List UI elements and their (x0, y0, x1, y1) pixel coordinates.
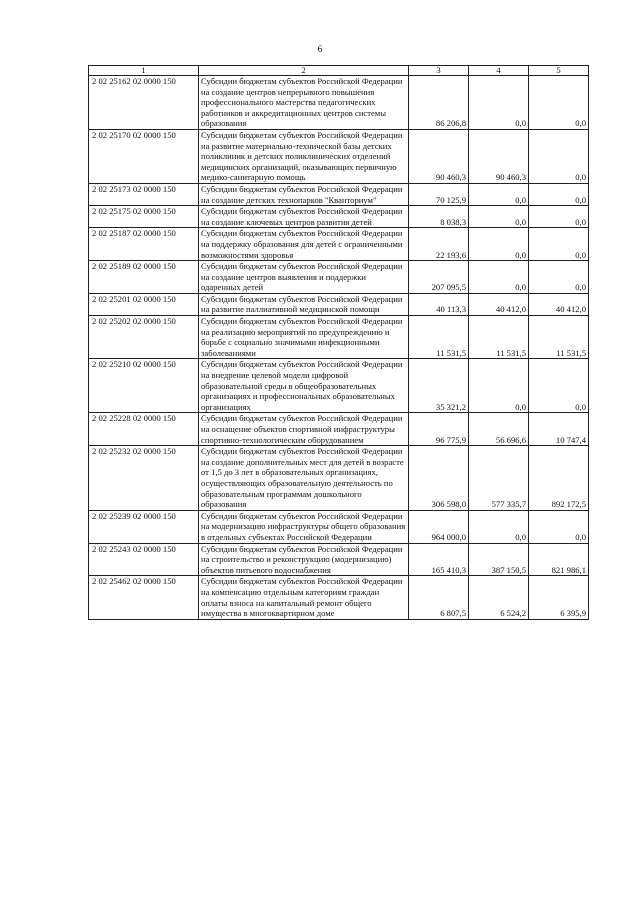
value-2021-cell: 35 321,2 (409, 359, 469, 413)
value-2021-cell: 6 807,5 (409, 576, 469, 619)
name-cell: Субсидии бюджетам субъектов Российской Федерации на реализацию мероприятий по предупреждению и борьбе с социально значимыми инфекционными заболеваниями (199, 316, 409, 359)
value-2023-cell: 0,0 (529, 510, 589, 543)
name-cell: Субсидии бюджетам субъектов Российской Федерации на развитие паллиативной медицинской помощи (199, 293, 409, 315)
page-number: 6 (317, 44, 323, 54)
name-cell: Субсидии бюджетам субъектов Российской Федерации на строительство и реконструкцию (модернизацию) объектов питьевого водоснабжения (199, 543, 409, 576)
table-row (89, 576, 589, 619)
name-cell: Субсидии бюджетам субъектов Российской Федерации на создание центров выявления и поддержки одаренных детей (199, 261, 409, 294)
value-2022-cell: 387 150,5 (469, 543, 529, 576)
value-2023-cell: 821 986,1 (529, 543, 589, 576)
value-2023-cell: 11 531,5 (529, 316, 589, 359)
header-row (89, 66, 589, 76)
value-2022-cell: 0,0 (469, 206, 529, 228)
code-cell: 2 02 25189 02 0000 150 (89, 261, 199, 294)
code-cell: 2 02 25170 02 0000 150 (89, 129, 199, 183)
name-cell: Субсидии бюджетам субъектов Российской Федерации на создание дополнительных мест для детей в возрасте от 1,5 до 3 лет в образовательных организациях, осуществляющих образовательную деятельность по образовательным программам дошкольного образования (199, 446, 409, 511)
budget-table (88, 65, 589, 620)
value-2021-cell: 11 531,5 (409, 316, 469, 359)
table-row (89, 446, 589, 511)
table-row (89, 543, 589, 576)
table-row (89, 206, 589, 228)
value-2021-cell: 96 775,9 (409, 413, 469, 446)
name-cell: Субсидии бюджетам субъектов Российской Федерации на создание детских технопарков "Кванториум" (199, 183, 409, 205)
value-2023-cell: 0,0 (529, 228, 589, 261)
code-cell: 2 02 25162 02 0000 150 (89, 76, 199, 130)
code-cell: 2 02 25175 02 0000 150 (89, 206, 199, 228)
value-2021-cell: 165 410,3 (409, 543, 469, 576)
value-2021-cell: 86 206,8 (409, 76, 469, 130)
name-cell: Субсидии бюджетам субъектов Российской Федерации на компенсацию отдельным категориям граждан оплаты взноса на капитальный ремонт общего имущества в многоквартирном доме (199, 576, 409, 619)
value-2023-cell: 10 747,4 (529, 413, 589, 446)
value-2022-cell: 11 531,5 (469, 316, 529, 359)
value-2023-cell: 40 412,0 (529, 293, 589, 315)
header-cell-5: 5 (529, 66, 589, 76)
value-2021-cell: 90 460,3 (409, 129, 469, 183)
value-2022-cell: 0,0 (469, 359, 529, 413)
name-cell: Субсидии бюджетам субъектов Российской Федерации на оснащение объектов спортивной инфраструктуры спортивно-технологическим оборудованием (199, 413, 409, 446)
value-2022-cell: 40 412,0 (469, 293, 529, 315)
value-2022-cell: 577 335,7 (469, 446, 529, 511)
table-row (89, 293, 589, 315)
table-row (89, 261, 589, 294)
value-2022-cell: 0,0 (469, 228, 529, 261)
header-cell-3: 3 (409, 66, 469, 76)
value-2021-cell: 8 038,3 (409, 206, 469, 228)
value-2022-cell: 0,0 (469, 183, 529, 205)
value-2022-cell: 56 696,6 (469, 413, 529, 446)
name-cell: Субсидии бюджетам субъектов Российской Федерации на создание центров непрерывного повышения профессионального мастерства педагогических работников и аккредитационных центров системы образования (199, 76, 409, 130)
value-2023-cell: 0,0 (529, 261, 589, 294)
value-2021-cell: 22 193,6 (409, 228, 469, 261)
table-row (89, 316, 589, 359)
code-cell: 2 02 25243 02 0000 150 (89, 543, 199, 576)
code-cell: 2 02 25239 02 0000 150 (89, 510, 199, 543)
header-cell-2: 2 (199, 66, 409, 76)
header-cell-1: 1 (89, 66, 199, 76)
code-cell: 2 02 25232 02 0000 150 (89, 446, 199, 511)
value-2023-cell: 0,0 (529, 76, 589, 130)
table-body (89, 76, 589, 620)
value-2023-cell: 0,0 (529, 359, 589, 413)
table-row (89, 129, 589, 183)
code-cell: 2 02 25202 02 0000 150 (89, 316, 199, 359)
value-2021-cell: 70 125,9 (409, 183, 469, 205)
code-cell: 2 02 25187 02 0000 150 (89, 228, 199, 261)
name-cell: Субсидии бюджетам субъектов Российской Федерации на создание ключевых центров развития детей (199, 206, 409, 228)
header-cell-4: 4 (469, 66, 529, 76)
value-2021-cell: 40 113,3 (409, 293, 469, 315)
code-cell: 2 02 25462 02 0000 150 (89, 576, 199, 619)
code-cell: 2 02 25228 02 0000 150 (89, 413, 199, 446)
value-2023-cell: 892 172,5 (529, 446, 589, 511)
name-cell: Субсидии бюджетам субъектов Российской Федерации на поддержку образования для детей с ограниченными возможностями здоровья (199, 228, 409, 261)
value-2022-cell: 90 460,3 (469, 129, 529, 183)
name-cell: Субсидии бюджетам субъектов Российской Федерации на развитие материально-технической базы детских поликлиник и детских поликлинических отделений медицинских организаций, оказывающих первичную медико-санитарную помощь (199, 129, 409, 183)
table-row (89, 413, 589, 446)
table-row (89, 510, 589, 543)
value-2023-cell: 0,0 (529, 206, 589, 228)
value-2023-cell: 0,0 (529, 183, 589, 205)
table-row (89, 76, 589, 130)
value-2021-cell: 207 095,5 (409, 261, 469, 294)
value-2023-cell: 0,0 (529, 129, 589, 183)
table-row (89, 228, 589, 261)
name-cell: Субсидии бюджетам субъектов Российской Федерации на модернизацию инфраструктуры общего образования в отдельных субъектах Российской Федерации (199, 510, 409, 543)
value-2022-cell: 0,0 (469, 510, 529, 543)
value-2022-cell: 0,0 (469, 76, 529, 130)
value-2023-cell: 6 395,9 (529, 576, 589, 619)
table-row (89, 359, 589, 413)
value-2021-cell: 306 598,0 (409, 446, 469, 511)
code-cell: 2 02 25173 02 0000 150 (89, 183, 199, 205)
code-cell: 2 02 25210 02 0000 150 (89, 359, 199, 413)
value-2022-cell: 6 524,2 (469, 576, 529, 619)
name-cell: Субсидии бюджетам субъектов Российской Федерации на внедрение целевой модели цифровой образовательной среды в общеобразовательных организациях и профессиональных образовательных организациях (199, 359, 409, 413)
table-row (89, 183, 589, 205)
value-2021-cell: 964 000,0 (409, 510, 469, 543)
code-cell: 2 02 25201 02 0000 150 (89, 293, 199, 315)
value-2022-cell: 0,0 (469, 261, 529, 294)
